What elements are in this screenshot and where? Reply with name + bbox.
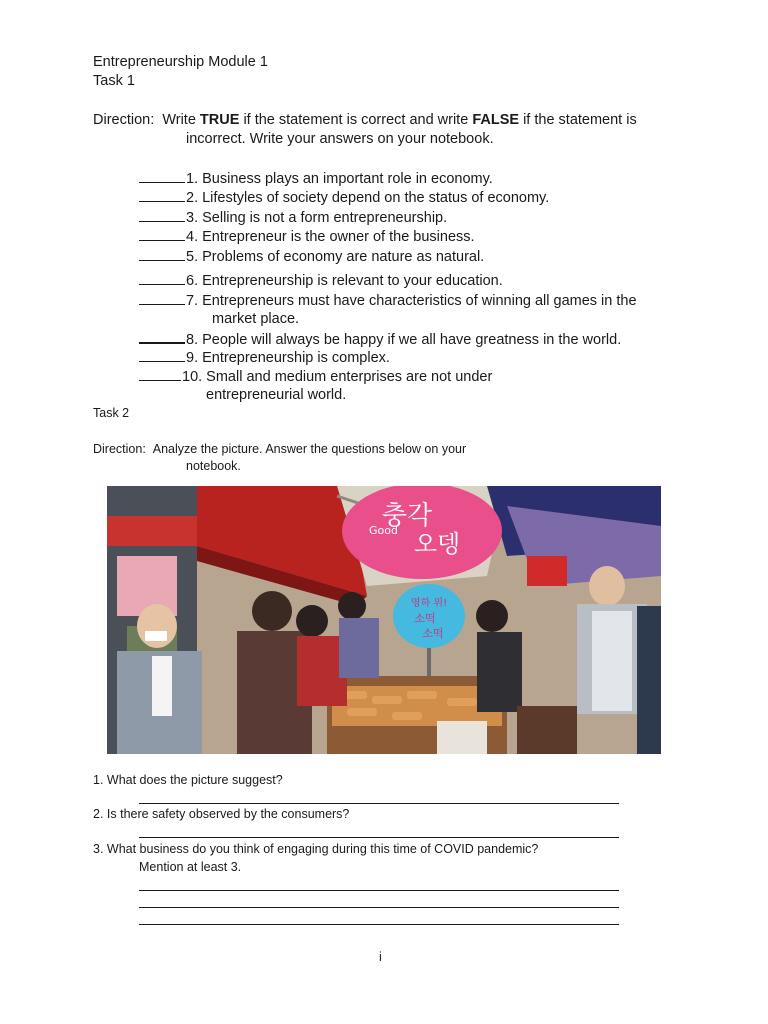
task2-label: Task 2 [93,406,130,420]
statement-text: 6. Entrepreneurship is relevant to your education. [186,273,503,289]
question-1: 1. What does the picture suggest? [93,773,283,787]
market-scene-illustration [107,486,661,754]
answer-blank [139,348,185,362]
statement-3 [139,208,447,227]
direction-text-1: Write [162,112,196,128]
sign-text-2: 오뎅 [413,530,461,558]
task2-direction [93,441,466,457]
direction-label: Direction: [93,112,155,128]
direction-text-2: if the statement is correct and write [243,112,469,128]
answer-blank [139,188,185,202]
sign-small-text-1: 영하 위! [410,598,448,609]
direction-label: Direction: [93,442,146,456]
answer-blank [139,247,185,261]
statement-7 [139,291,637,310]
answer-blank [139,271,185,285]
answer-blank [139,227,185,241]
statement-9 [139,348,390,367]
task1-direction [93,111,637,129]
statement-text: 10. Small and medium enterprises are not under [182,369,493,385]
sign-good-text: Good [369,524,398,537]
sign-small-text-3: 소떡 [422,627,444,640]
statement-text: 7. Entrepreneurs must have characteristics of winning all games in the [186,293,637,309]
question-3-cont: Mention at least 3. [139,860,242,874]
sign-small-text-2: 소떡 [414,612,436,625]
module-title: Entrepreneurship Module 1 [93,54,268,70]
statement-4 [139,227,475,246]
statement-text: 2. Lifestyles of society depend on the status of economy. [186,190,550,206]
false-word: FALSE [472,112,520,128]
market-photo [107,486,661,754]
statement-7-cont: market place. [212,311,300,327]
statement-text: 8. People will always be happy if we all have greatness in the world. [186,332,622,348]
answer-blank [139,329,185,344]
answer-blank [139,169,185,183]
direction-text: Analyze the picture. Answer the questions below on your [152,442,467,456]
answer-line [139,907,619,908]
question-2: 2. Is there safety observed by the consumers? [93,807,350,821]
true-word: TRUE [199,112,240,128]
statement-1 [139,169,493,188]
statement-text: 5. Problems of economy are nature as natural. [186,249,485,265]
statement-10-cont: entrepreneurial world. [206,387,347,403]
task1-label: Task 1 [93,73,135,89]
answer-line [139,924,619,925]
statement-5 [139,247,484,266]
sign-text-1: 충각 [381,501,433,531]
answer-blank [139,208,185,222]
answer-blank [139,291,185,305]
statement-2 [139,188,549,207]
answer-line [139,803,619,804]
task2-direction-line2: notebook. [186,459,241,473]
statement-text: 1. Business plays an important role in economy. [186,171,493,187]
statement-text: 3. Selling is not a form entrepreneurship. [186,210,448,226]
statement-10 [139,367,492,386]
answer-blank [139,367,181,381]
statement-text: 4. Entrepreneur is the owner of the business. [186,229,475,245]
answer-line [139,837,619,838]
question-3: 3. What business do you think of engaging during this time of COVID pandemic? [93,842,539,856]
task1-direction-line2: incorrect. Write your answers on your notebook. [186,131,494,147]
answer-line [139,890,619,891]
statement-6 [139,271,503,290]
statement-8 [139,329,621,349]
page-number: i [379,950,382,964]
statement-text: 9. Entrepreneurship is complex. [186,350,390,366]
direction-text-3: if the statement is [523,112,637,128]
